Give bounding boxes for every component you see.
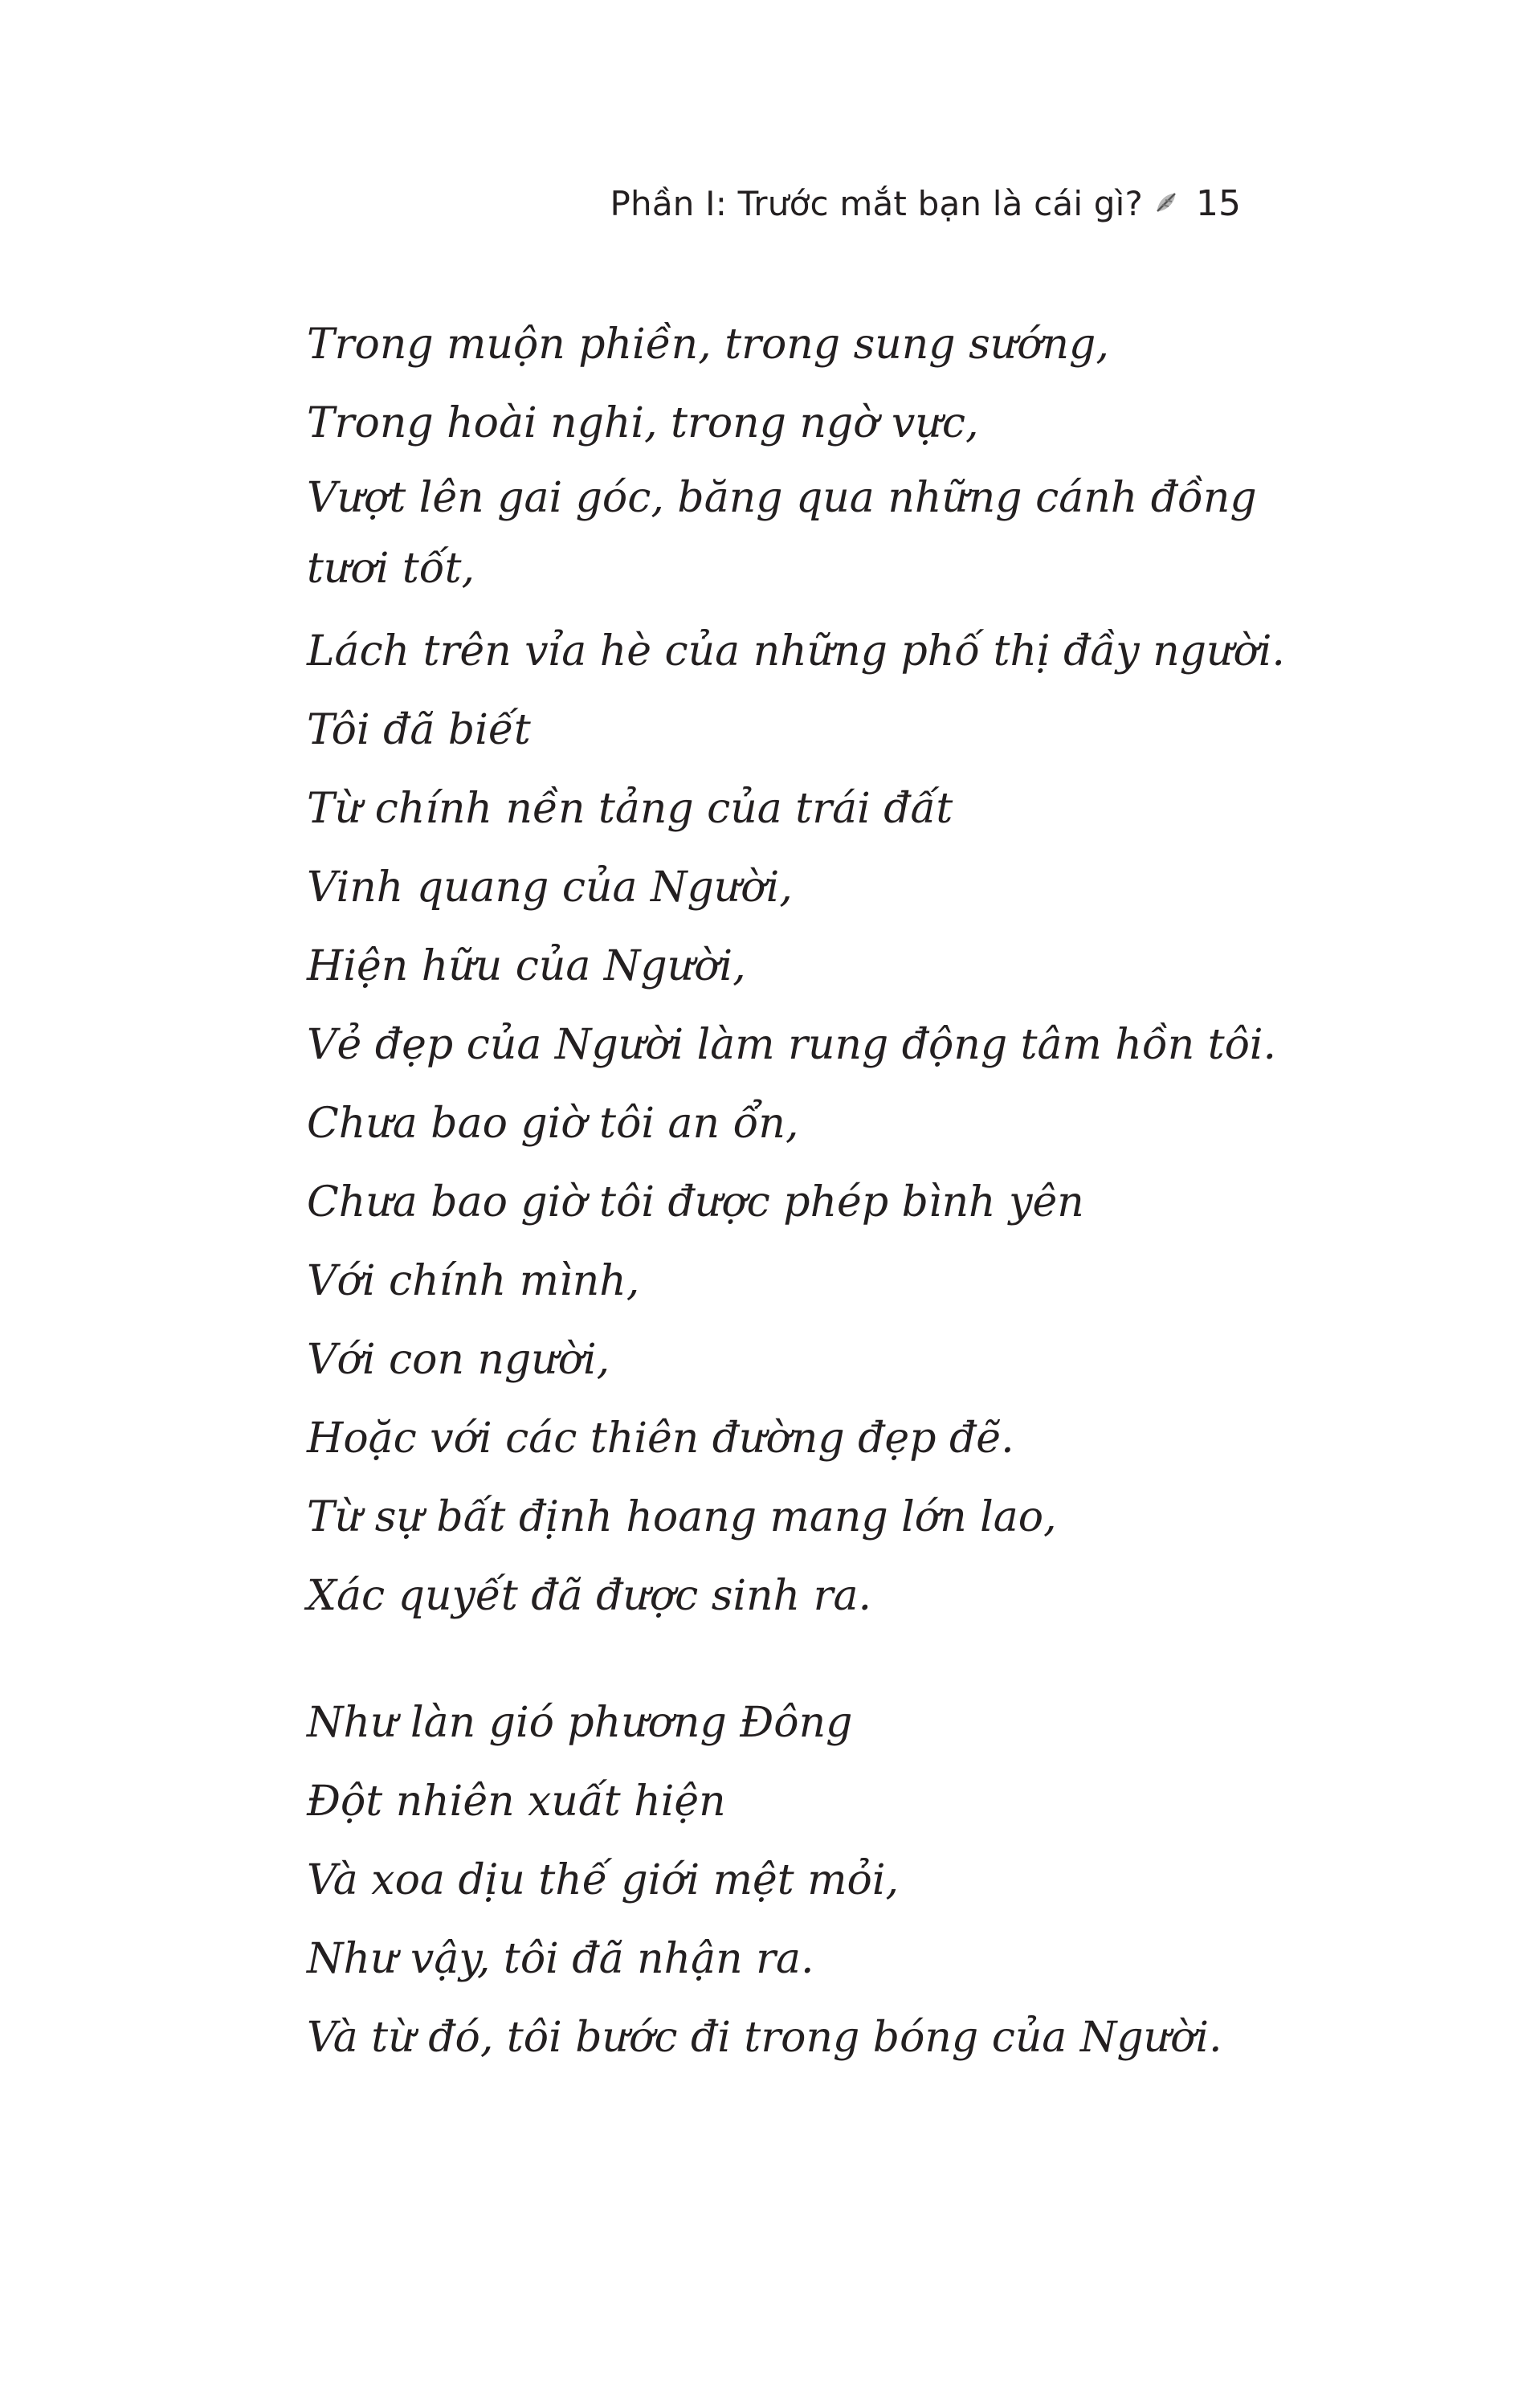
poem-line: Như vậy, tôi đã nhận ra. (307, 1935, 814, 1983)
poem-line: Từ sự bất định hoang mang lớn lao, (307, 1493, 1057, 1541)
poem (307, 305, 1285, 2077)
poem-line: Hoặc với các thiên đường đẹp đẽ. (307, 1414, 1014, 1463)
poem-line: Và từ đó, tôi bước đi trong bóng của Người. (307, 2014, 1222, 2062)
poem-line: Hiện hữu của Người, (307, 942, 746, 990)
chapter-title: Phần I: Trước mắt bạn là cái gì? (610, 183, 1143, 223)
poem-line: Vinh quang của Người, (307, 863, 793, 912)
page-number: 15 (1196, 182, 1241, 224)
poem-line: Đột nhiên xuất hiện (307, 1777, 726, 1826)
poem-stanza-1 (307, 305, 1285, 1635)
poem-line: Chưa bao giờ tôi được phép bình yên (307, 1178, 1084, 1226)
poem-line: Với con người, (307, 1336, 610, 1384)
poem-line: Trong muộn phiền, trong sung sướng, (307, 320, 1109, 369)
poem-line: Từ chính nền tảng của trái đất (307, 785, 953, 833)
poem-line: Tôi đã biết (307, 706, 531, 754)
running-header (610, 175, 1241, 231)
poem-line: Lách trên vỉa hè của những phố thị đầy người. (307, 627, 1285, 675)
poem-line: Chưa bao giờ tôi an ổn, (307, 1100, 799, 1148)
poem-line: Với chính mình, (307, 1257, 640, 1305)
poem-stanza-2 (307, 1684, 1271, 2077)
poem-line: Như làn gió phương Đông (307, 1699, 853, 1747)
poem-line-continuation: tươi tốt, (307, 545, 475, 593)
poem-line: Vượt lên gai góc, băng qua những cánh đồng (307, 474, 1257, 522)
poem-line: Và xoa dịu thế giới mệt mỏi, (307, 1856, 899, 1904)
poem-line: Xác quyết đã được sinh ra. (307, 1572, 872, 1620)
poem-line: Trong hoài nghi, trong ngờ vực, (307, 399, 979, 447)
poem-line: Vẻ đẹp của Người làm rung động tâm hồn tôi. (307, 1021, 1277, 1069)
leaf-ornament-icon (1151, 187, 1183, 219)
